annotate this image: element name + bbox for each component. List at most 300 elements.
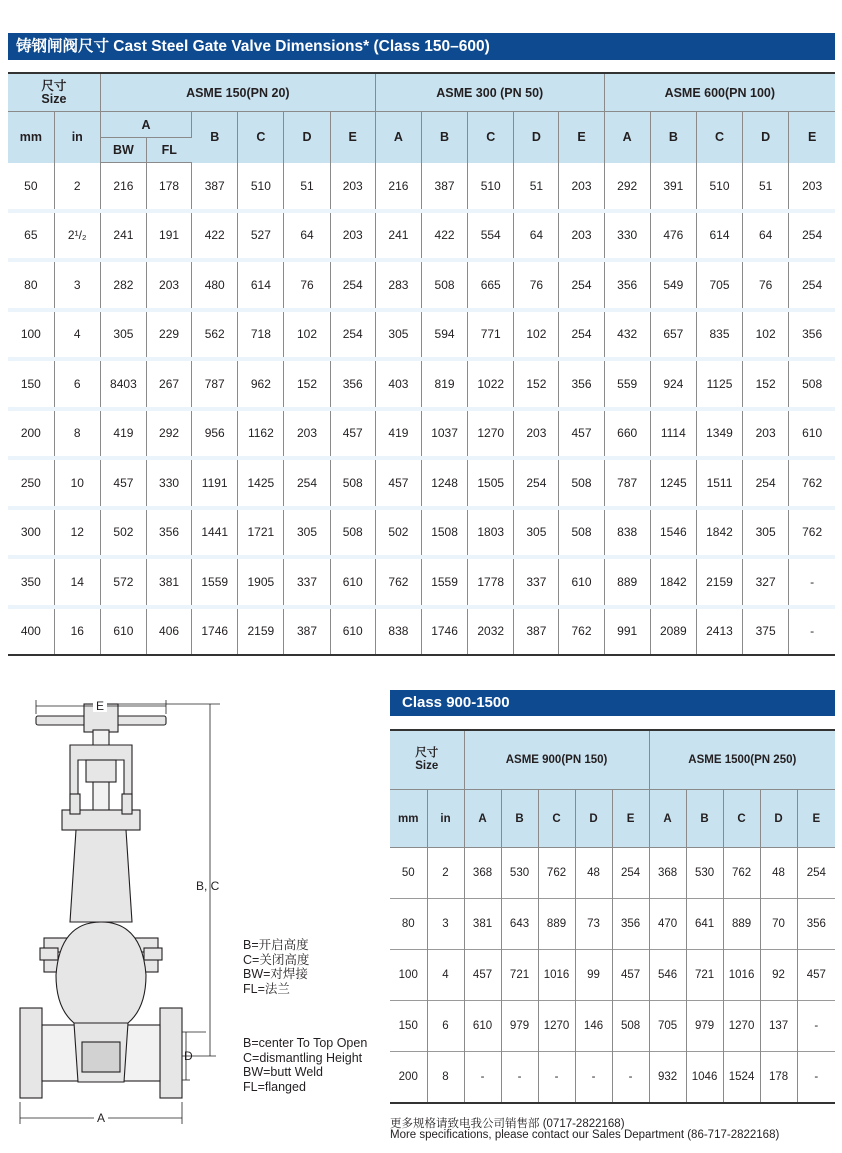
table-cell: 356 xyxy=(789,310,835,360)
size-label-cn: 尺寸 xyxy=(41,78,67,93)
col-header: D xyxy=(760,790,797,848)
table-cell: 1559 xyxy=(192,557,238,607)
table-cell: 76 xyxy=(284,260,330,310)
table-cell: 330 xyxy=(146,458,191,508)
table-cell: 254 xyxy=(559,260,604,310)
table-cell: 932 xyxy=(649,1052,686,1104)
table-cell: 16 xyxy=(54,607,100,656)
table-cell: - xyxy=(464,1052,501,1104)
table-cell: 3 xyxy=(427,899,464,950)
table-cell: 1270 xyxy=(723,1001,760,1052)
table-cell: 610 xyxy=(330,607,375,656)
group-header: ASME 600(PN 100) xyxy=(604,73,835,112)
table-row xyxy=(8,409,835,459)
table-cell: 762 xyxy=(789,458,835,508)
table-cell: 254 xyxy=(612,848,649,899)
table-cell: 283 xyxy=(375,260,421,310)
dim-label-d: D xyxy=(184,1049,193,1063)
table-cell: 337 xyxy=(514,557,559,607)
table-cell: 1511 xyxy=(696,458,742,508)
table-cell: 889 xyxy=(723,899,760,950)
table-row xyxy=(390,848,835,899)
table-cell: 50 xyxy=(390,848,427,899)
table-cell: 8 xyxy=(54,409,100,459)
table-cell: 305 xyxy=(743,508,789,558)
table-cell: 838 xyxy=(375,607,421,656)
table-cell: 254 xyxy=(743,458,789,508)
dim-label-a: A xyxy=(97,1111,106,1125)
table-cell: - xyxy=(612,1052,649,1104)
table-cell: 508 xyxy=(421,260,467,310)
table-cell: 1721 xyxy=(238,508,284,558)
table-cell: 406 xyxy=(146,607,191,656)
col-header-in: in xyxy=(54,112,100,163)
table-cell: 1037 xyxy=(421,409,467,459)
dim-label-bc: B, C xyxy=(196,879,220,893)
table-cell: 387 xyxy=(421,163,467,211)
col-header: B xyxy=(192,112,238,163)
table-cell: 330 xyxy=(604,211,650,261)
table-cell: 610 xyxy=(789,409,835,459)
table-cell: 152 xyxy=(514,359,559,409)
contact-cn: 更多规格请致电我公司销售部 (0717-2822168) xyxy=(390,1118,625,1130)
table-cell: 391 xyxy=(650,163,696,211)
table-cell: 327 xyxy=(743,557,789,607)
table-cell: 554 xyxy=(468,211,514,261)
legend-chinese xyxy=(243,938,309,996)
table-cell: 991 xyxy=(604,607,650,656)
table-cell: 771 xyxy=(468,310,514,360)
table-cell: 1803 xyxy=(468,508,514,558)
table-cell: 102 xyxy=(743,310,789,360)
table-cell: - xyxy=(501,1052,538,1104)
table-cell: 470 xyxy=(649,899,686,950)
main-table-title: 铸钢闸阀尺寸 Cast Steel Gate Valve Dimensions* (Class 150–600) xyxy=(8,33,835,60)
col-header: E xyxy=(612,790,649,848)
table-cell: 457 xyxy=(612,950,649,1001)
table-cell: 254 xyxy=(789,211,835,261)
col-header: B xyxy=(421,112,467,163)
table-cell: 422 xyxy=(421,211,467,261)
table-cell: 152 xyxy=(284,359,330,409)
col-header-mm: mm xyxy=(8,112,54,163)
table-cell: 1746 xyxy=(192,607,238,656)
table-cell: 1022 xyxy=(468,359,514,409)
table-cell: 381 xyxy=(464,899,501,950)
table-cell: 203 xyxy=(330,163,375,211)
table-cell: 705 xyxy=(696,260,742,310)
table-cell: 508 xyxy=(559,508,604,558)
table-cell: 1046 xyxy=(686,1052,723,1104)
table-cell: 300 xyxy=(8,508,54,558)
table-cell: 146 xyxy=(575,1001,612,1052)
table-cell: 48 xyxy=(575,848,612,899)
table-row xyxy=(390,899,835,950)
table-cell: 73 xyxy=(575,899,612,950)
table-cell: 229 xyxy=(146,310,191,360)
table-cell: 64 xyxy=(514,211,559,261)
table-cell: 14 xyxy=(54,557,100,607)
legend-line: B=center To Top Open xyxy=(243,1036,368,1050)
table-cell: 721 xyxy=(501,950,538,1001)
legend-line: B=开启高度 xyxy=(243,938,309,952)
table-cell: 480 xyxy=(192,260,238,310)
table-cell: 787 xyxy=(604,458,650,508)
table-cell: 530 xyxy=(686,848,723,899)
table-cell: 508 xyxy=(612,1001,649,1052)
table-cell: 178 xyxy=(760,1052,797,1104)
table-cell: 80 xyxy=(8,260,54,310)
table-cell: 572 xyxy=(100,557,146,607)
size-label-cn: 尺寸 xyxy=(415,747,439,759)
table-cell: 762 xyxy=(723,848,760,899)
table-cell: 403 xyxy=(375,359,421,409)
table-cell: 150 xyxy=(8,359,54,409)
table-cell: - xyxy=(789,607,835,656)
legend-line: C=关闭高度 xyxy=(243,952,310,967)
table-cell: 356 xyxy=(797,899,835,950)
table-cell: 819 xyxy=(421,359,467,409)
table-cell: 356 xyxy=(146,508,191,558)
table-cell: 546 xyxy=(649,950,686,1001)
table-cell: 254 xyxy=(806,867,826,879)
col-header-bw: BW xyxy=(100,138,146,163)
table-cell: - xyxy=(538,1052,575,1104)
table-cell: 508 xyxy=(559,458,604,508)
table-cell: 762 xyxy=(538,848,575,899)
table-cell: 191 xyxy=(146,211,191,261)
table-cell: 203 xyxy=(146,260,191,310)
col-header: C xyxy=(538,790,575,848)
table-cell: 254 xyxy=(330,260,375,310)
class-900-1500-title: Class 900-1500 xyxy=(390,690,835,716)
table-cell: 305 xyxy=(284,508,330,558)
table-cell: 102 xyxy=(284,310,330,360)
table-cell: - xyxy=(797,1052,835,1104)
col-header-fl: FL xyxy=(146,138,191,163)
table-cell: 178 xyxy=(146,163,191,211)
table-cell: 6 xyxy=(54,359,100,409)
col-header: A xyxy=(604,112,650,163)
table-cell: 1546 xyxy=(650,508,696,558)
size-label-en: Size xyxy=(415,760,439,772)
table-cell: 1125 xyxy=(696,359,742,409)
table-cell: 610 xyxy=(464,1001,501,1052)
table-cell: 8403 xyxy=(100,359,146,409)
table-row xyxy=(8,359,835,409)
table-cell: 4 xyxy=(427,950,464,1001)
table-row xyxy=(390,950,835,1001)
table-cell: 1746 xyxy=(421,607,467,656)
col-header: C xyxy=(723,790,760,848)
col-header: D xyxy=(743,112,789,163)
table-cell: 250 xyxy=(8,458,54,508)
table-cell: 337 xyxy=(284,557,330,607)
group-header: ASME 1500(PN 250) xyxy=(649,730,835,790)
table-cell: 1508 xyxy=(421,508,467,558)
table-row xyxy=(8,458,835,508)
table-cell: 889 xyxy=(604,557,650,607)
table-cell: 419 xyxy=(100,409,146,459)
table-cell: 368 xyxy=(649,848,686,899)
table-cell: 457 xyxy=(330,409,375,459)
table-cell: 1349 xyxy=(696,409,742,459)
table-cell: 432 xyxy=(604,310,650,360)
table-cell: 203 xyxy=(514,409,559,459)
group-header: ASME 150(PN 20) xyxy=(100,73,375,112)
table-cell: 1842 xyxy=(696,508,742,558)
table-cell: 216 xyxy=(100,163,146,211)
table-cell: 838 xyxy=(604,508,650,558)
table-cell: 1162 xyxy=(238,409,284,459)
table-cell: 292 xyxy=(146,409,191,459)
table-cell: 508 xyxy=(330,508,375,558)
table-cell: 705 xyxy=(649,1001,686,1052)
table-cell: 267 xyxy=(146,359,191,409)
legend-line: BW=对焊接 xyxy=(243,967,308,981)
table-cell: 254 xyxy=(514,458,559,508)
table-cell: 254 xyxy=(330,310,375,360)
table-cell: 1270 xyxy=(468,409,514,459)
table-cell: 305 xyxy=(375,310,421,360)
table-cell: 368 xyxy=(464,848,501,899)
legend-line: FL=flanged xyxy=(243,1079,306,1094)
table-cell: 1441 xyxy=(192,508,238,558)
table-cell: 51 xyxy=(514,163,559,211)
table-cell: 610 xyxy=(330,557,375,607)
table-cell: 241 xyxy=(100,211,146,261)
table-cell: 1016 xyxy=(723,950,760,1001)
table-cell: 356 xyxy=(559,359,604,409)
table-cell: - xyxy=(797,1001,835,1052)
col-header-in: in xyxy=(427,790,464,848)
table-cell: 92 xyxy=(760,950,797,1001)
table-cell: 356 xyxy=(612,899,649,950)
table-cell: 80 xyxy=(390,899,427,950)
table-cell: 1270 xyxy=(538,1001,575,1052)
table-cell: 10 xyxy=(54,458,100,508)
table-cell: 76 xyxy=(514,260,559,310)
size-header xyxy=(8,73,100,112)
table-cell: 50 xyxy=(8,163,54,211)
col-header: E xyxy=(789,112,835,163)
col-header: C xyxy=(238,112,284,163)
table-cell: 48 xyxy=(760,848,797,899)
table-cell: 962 xyxy=(238,359,284,409)
table-cell: 254 xyxy=(284,458,330,508)
table-cell: 718 xyxy=(238,310,284,360)
table-cell: 241 xyxy=(375,211,421,261)
table-cell: 510 xyxy=(468,163,514,211)
table-cell: 2¹/₂ xyxy=(54,211,100,261)
table-cell: 979 xyxy=(501,1001,538,1052)
contact-note xyxy=(390,1119,779,1141)
col-header: E xyxy=(797,790,835,848)
col-header: A xyxy=(464,790,501,848)
table-cell: 2159 xyxy=(238,607,284,656)
table-cell: 457 xyxy=(797,950,835,1001)
table-cell: 3 xyxy=(54,260,100,310)
col-header: B xyxy=(650,112,696,163)
table-cell: 549 xyxy=(650,260,696,310)
dimensions-table-150-600 xyxy=(8,72,835,656)
table-cell: 1842 xyxy=(650,557,696,607)
table-cell: 665 xyxy=(468,260,514,310)
table-cell: 387 xyxy=(514,607,559,656)
table-cell: 594 xyxy=(421,310,467,360)
table-cell: 254 xyxy=(559,310,604,360)
col-header: A xyxy=(649,790,686,848)
table-row xyxy=(390,1001,835,1052)
table-cell: 400 xyxy=(8,607,54,656)
table-cell: 1191 xyxy=(192,458,238,508)
col-header: E xyxy=(330,112,375,163)
table-cell: 502 xyxy=(100,508,146,558)
table-cell: 508 xyxy=(330,458,375,508)
table-cell: 51 xyxy=(743,163,789,211)
table-cell: 375 xyxy=(743,607,789,656)
size-header xyxy=(390,730,464,790)
col-header-mm: mm xyxy=(390,790,427,848)
legend-line: C=dismantling Height xyxy=(243,1050,363,1065)
table-cell: 762 xyxy=(375,557,421,607)
table-row xyxy=(8,163,835,211)
table-cell: 762 xyxy=(559,607,604,656)
legend-line: FL=法兰 xyxy=(243,981,290,996)
contact-en: More specifications, please contact our Sales Department (86-717-2822168) xyxy=(390,1129,780,1141)
table-cell: 51 xyxy=(284,163,330,211)
legend-english xyxy=(243,1036,367,1094)
table-cell: 614 xyxy=(696,211,742,261)
table-cell: 762 xyxy=(789,508,835,558)
table-cell: 150 xyxy=(390,1001,427,1052)
group-header: ASME 300 (PN 50) xyxy=(375,73,604,112)
table-cell: 787 xyxy=(192,359,238,409)
table-cell: 2089 xyxy=(650,607,696,656)
table-row xyxy=(8,607,835,656)
dimensions-table-900-1500 xyxy=(390,729,835,1104)
table-cell: - xyxy=(789,557,835,607)
table-cell: 76 xyxy=(743,260,789,310)
table-cell: 282 xyxy=(100,260,146,310)
table-cell: 2 xyxy=(54,163,100,211)
table-cell: 152 xyxy=(743,359,789,409)
table-cell: 203 xyxy=(559,211,604,261)
col-header: B xyxy=(686,790,723,848)
col-header: C xyxy=(468,112,514,163)
table-cell: - xyxy=(575,1052,612,1104)
table-cell: 8 xyxy=(427,1052,464,1104)
col-header: B xyxy=(501,790,538,848)
table-cell: 559 xyxy=(604,359,650,409)
table-cell: 100 xyxy=(8,310,54,360)
table-cell: 641 xyxy=(686,899,723,950)
col-header: D xyxy=(514,112,559,163)
table-cell: 203 xyxy=(743,409,789,459)
group-header: ASME 900(PN 150) xyxy=(464,730,649,790)
table-cell: 1016 xyxy=(538,950,575,1001)
table-cell: 562 xyxy=(192,310,238,360)
table-cell: 65 xyxy=(8,211,54,261)
table-cell: 457 xyxy=(559,409,604,459)
size-label-en: Size xyxy=(41,91,67,106)
gate-valve-drawing xyxy=(0,690,240,1130)
table-cell: 419 xyxy=(375,409,421,459)
col-header: A xyxy=(375,112,421,163)
table-cell: 1524 xyxy=(723,1052,760,1104)
table-cell: 350 xyxy=(8,557,54,607)
table-cell: 510 xyxy=(238,163,284,211)
table-cell: 216 xyxy=(375,163,421,211)
table-cell: 527 xyxy=(238,211,284,261)
table-cell: 457 xyxy=(464,950,501,1001)
table-cell: 530 xyxy=(501,848,538,899)
table-cell: 203 xyxy=(789,163,835,211)
table-cell: 1559 xyxy=(421,557,467,607)
table-cell: 1905 xyxy=(238,557,284,607)
table-cell: 835 xyxy=(696,310,742,360)
table-cell: 643 xyxy=(501,899,538,950)
table-cell: 2159 xyxy=(696,557,742,607)
table-cell: 12 xyxy=(54,508,100,558)
table-cell: 381 xyxy=(146,557,191,607)
table-cell: 64 xyxy=(743,211,789,261)
table-row xyxy=(390,1052,835,1104)
table-cell: 203 xyxy=(284,409,330,459)
table-cell: 1425 xyxy=(238,458,284,508)
table-cell: 2 xyxy=(427,848,464,899)
table-cell: 422 xyxy=(192,211,238,261)
table-cell: 510 xyxy=(696,163,742,211)
table-cell: 1505 xyxy=(468,458,514,508)
table-cell: 924 xyxy=(650,359,696,409)
col-header: E xyxy=(559,112,604,163)
table-cell: 502 xyxy=(375,508,421,558)
table-cell: 721 xyxy=(686,950,723,1001)
table-row xyxy=(8,310,835,360)
table-cell: 99 xyxy=(575,950,612,1001)
table-cell: 476 xyxy=(650,211,696,261)
col-header: C xyxy=(696,112,742,163)
table-cell: 956 xyxy=(192,409,238,459)
table-cell: 100 xyxy=(390,950,427,1001)
table-cell: 1245 xyxy=(650,458,696,508)
table-cell: 203 xyxy=(330,211,375,261)
table-cell: 4 xyxy=(54,310,100,360)
table-cell: 200 xyxy=(8,409,54,459)
table-row xyxy=(8,557,835,607)
dim-label-e: E xyxy=(96,699,105,713)
table-cell: 356 xyxy=(330,359,375,409)
table-cell: 1778 xyxy=(468,557,514,607)
table-cell: 1114 xyxy=(650,409,696,459)
table-cell: 387 xyxy=(192,163,238,211)
table-cell: 457 xyxy=(375,458,421,508)
table-cell: 200 xyxy=(390,1052,427,1104)
table-cell: 1248 xyxy=(421,458,467,508)
table-cell: 657 xyxy=(650,310,696,360)
table-cell: 2032 xyxy=(468,607,514,656)
table-cell: 356 xyxy=(604,260,650,310)
table-cell: 387 xyxy=(284,607,330,656)
table-cell: 64 xyxy=(284,211,330,261)
table-cell: 2413 xyxy=(696,607,742,656)
table-cell: 70 xyxy=(760,899,797,950)
table-cell: 137 xyxy=(760,1001,797,1052)
table-cell: 508 xyxy=(789,359,835,409)
table-cell: 610 xyxy=(100,607,146,656)
table-cell: 305 xyxy=(514,508,559,558)
